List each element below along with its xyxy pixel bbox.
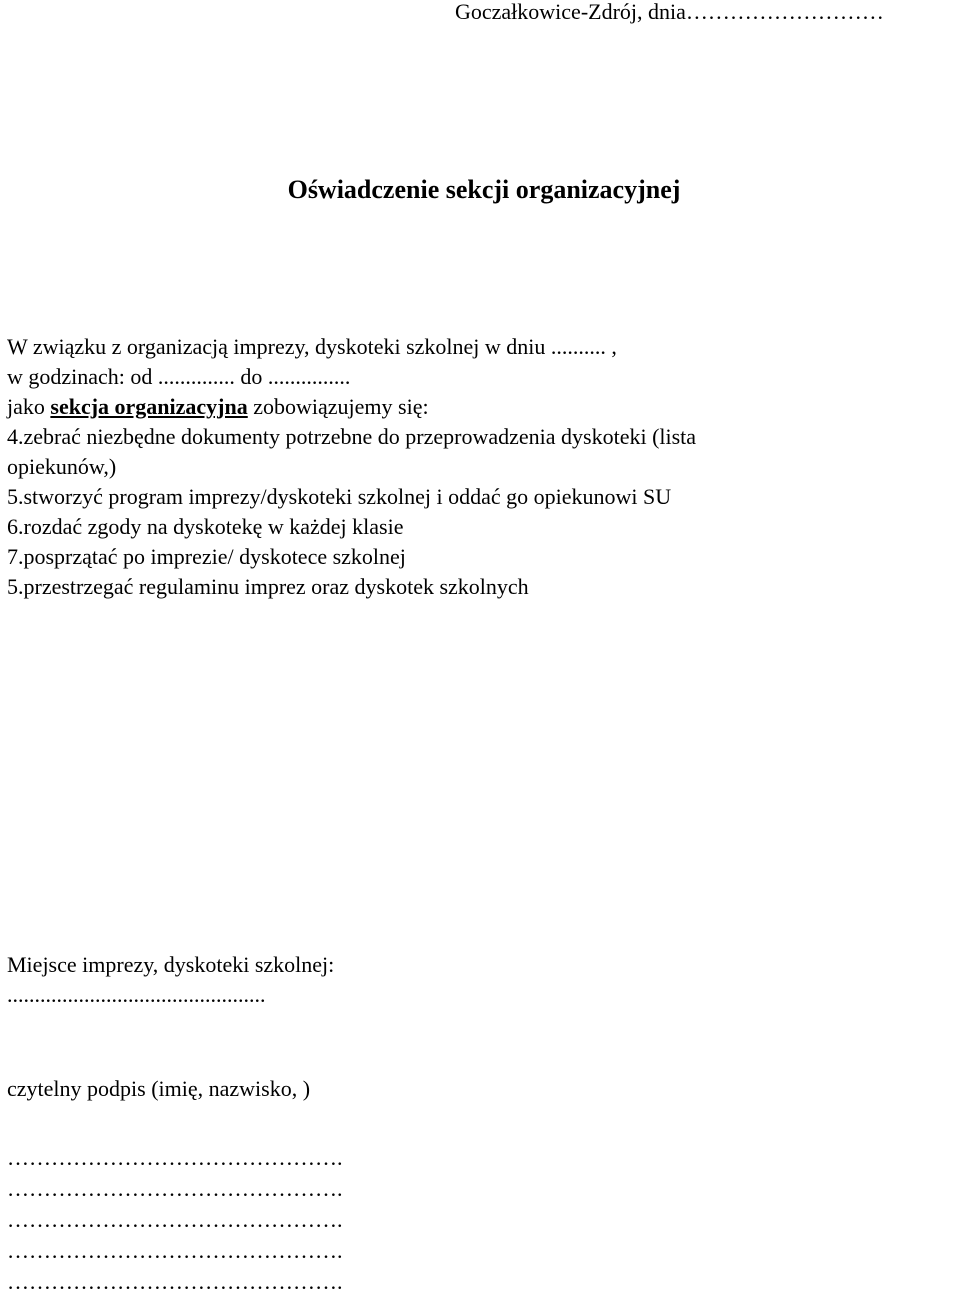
section-name-emphasis: sekcja organizacyjna <box>50 394 248 419</box>
document-title: Oświadczenie sekcji organizacyjnej <box>287 175 681 204</box>
place-date-line: Goczałkowice-Zdrój, dnia……………………… <box>455 0 884 24</box>
obligation-item: opiekunów,) <box>7 454 117 479</box>
intro-line-2: w godzinach: od .............. do ............... <box>7 364 351 389</box>
obligation-item: 6.rozdać zgody na dyskotekę w każdej klasie <box>7 514 404 539</box>
signature-blank-line[interactable]: ………………………………………. <box>7 1207 343 1232</box>
signature-blanks <box>7 1143 343 1298</box>
intro-line-3-prefix: jako <box>7 394 51 419</box>
intro-line-3-suffix: zobowiązujemy się: <box>247 394 429 419</box>
event-place-blank[interactable]: ............................................... <box>7 982 266 1007</box>
obligation-item: 5.stworzyć program imprezy/dyskoteki szkolnej i oddać go opiekunowi SU <box>7 484 672 509</box>
signature-blank-line[interactable]: ………………………………………. <box>7 1176 343 1201</box>
obligation-item: 5.przestrzegać regulaminu imprez oraz dyskotek szkolnych <box>7 574 529 599</box>
signature-section <box>7 1074 310 1104</box>
obligation-item: 7.posprzątać po imprezie/ dyskotece szkolnej <box>7 544 406 569</box>
intro-line-3 <box>7 392 952 422</box>
signature-label: czytelny podpis (imię, nazwisko, ) <box>7 1076 311 1101</box>
intro-line-1: W związku z organizacją imprezy, dyskoteki szkolnej w dniu .......... , <box>7 334 617 359</box>
signature-blank-line[interactable]: ………………………………………. <box>7 1269 343 1294</box>
signature-blank-line[interactable]: ………………………………………. <box>7 1238 343 1263</box>
event-place-section <box>7 950 334 1010</box>
obligation-item: 4.zebrać niezbędne dokumenty potrzebne do przeprowadzenia dyskoteki (lista <box>7 424 697 449</box>
event-place-label: Miejsce imprezy, dyskoteki szkolnej: <box>7 952 335 977</box>
signature-blank-line[interactable]: ………………………………………. <box>7 1145 343 1170</box>
declaration-body <box>7 332 952 602</box>
